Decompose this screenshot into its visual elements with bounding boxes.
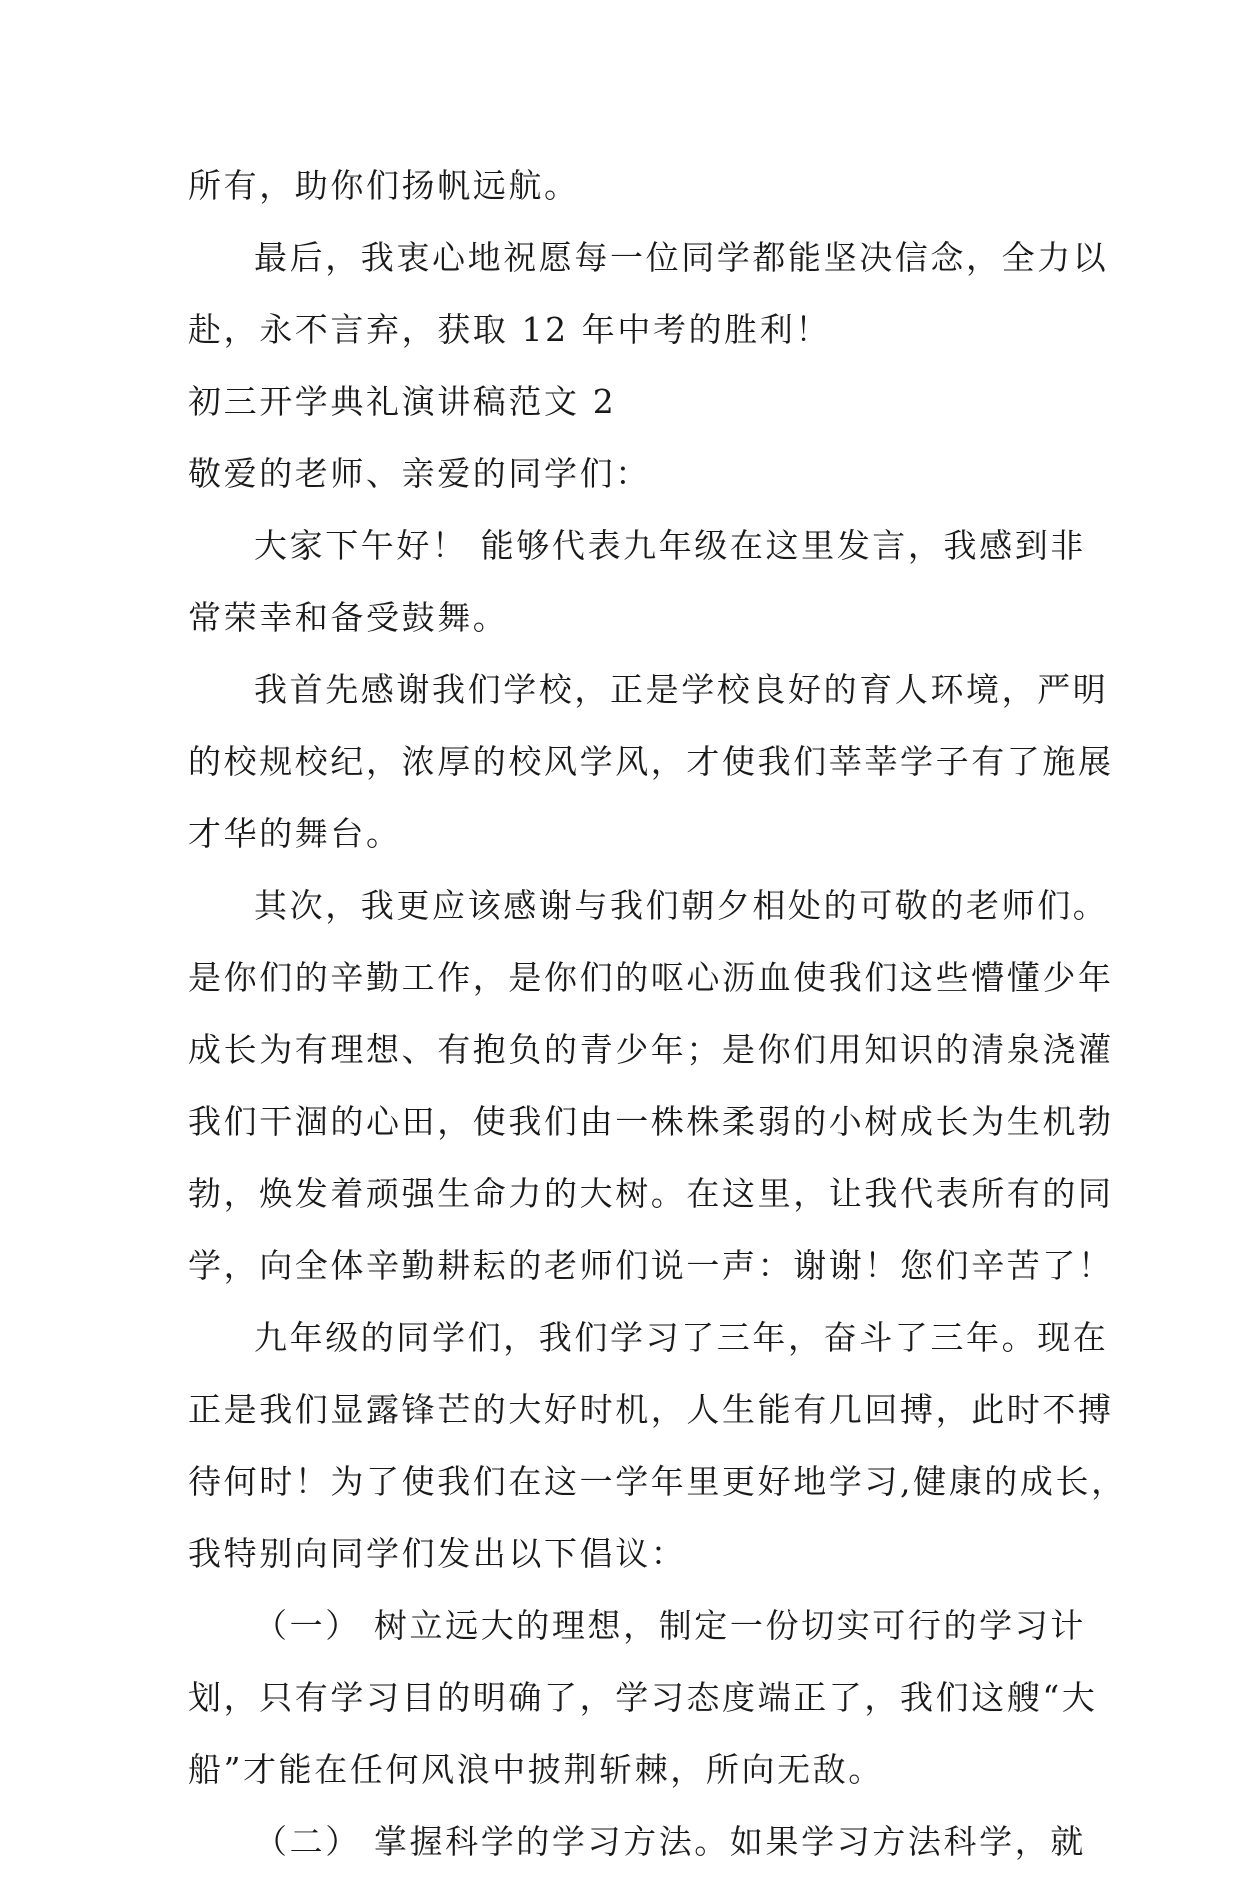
paragraph-line: 大家下午好！ 能够代表九年级在这里发言，我感到非 <box>254 526 1086 565</box>
list-item-line: （一） 树立远大的理想，制定一份切实可行的学习计 <box>254 1606 1086 1645</box>
paragraph-line: 九年级的同学们，我们学习了三年，奋斗了三年。现在 <box>254 1318 1109 1357</box>
paragraph-line: 赴，永不言弃，获取 12 年中考的胜利！ <box>188 310 831 349</box>
paragraph-line: 船”才能在任何风浪中披荆斩棘，所向无敌。 <box>188 1750 884 1789</box>
section-heading: 初三开学典礼演讲稿范文 2 <box>188 382 617 421</box>
paragraph-line: 才华的舞台。 <box>188 814 402 853</box>
paragraph-line: 我首先感谢我们学校，正是学校良好的育人环境，严明 <box>254 670 1109 709</box>
paragraph-line: 待何时！为了使我们在这一学年里更好地学习,健康的成长， <box>188 1462 1127 1501</box>
paragraph-line: 其次，我更应该感谢与我们朝夕相处的可敬的老师们。 <box>254 886 1109 925</box>
paragraph-line: 划，只有学习目的明确了，学习态度端正了，我们这艘“大 <box>188 1678 1098 1717</box>
list-item-line: （二） 掌握科学的学习方法。如果学习方法科学，就 <box>254 1822 1086 1861</box>
paragraph-line: 我们干涸的心田，使我们由一株株柔弱的小树成长为生机勃 <box>188 1102 1114 1141</box>
salutation: 敬爱的老师、亲爱的同学们： <box>188 454 651 493</box>
paragraph-line: 我特别向同学们发出以下倡议： <box>188 1534 687 1573</box>
paragraph-line: 所有，助你们扬帆远航。 <box>188 166 580 205</box>
paragraph-line: 常荣幸和备受鼓舞。 <box>188 598 509 637</box>
paragraph-line: 学，向全体辛勤耕耘的老师们说一声：谢谢！您们辛苦了！ <box>188 1246 1114 1285</box>
paragraph-line: 成长为有理想、有抱负的青少年；是你们用知识的清泉浇灌 <box>188 1030 1114 1069</box>
paragraph-line: 正是我们显露锋芒的大好时机，人生能有几回搏，此时不搏 <box>188 1390 1114 1429</box>
document-page <box>188 150 1127 1878</box>
paragraph-line: 是你们的辛勤工作，是你们的呕心沥血使我们这些懵懂少年 <box>188 958 1114 997</box>
paragraph-line: 最后，我衷心地祝愿每一位同学都能坚决信念，全力以 <box>254 238 1109 277</box>
paragraph-line: 勃，焕发着顽强生命力的大树。在这里，让我代表所有的同 <box>188 1174 1114 1213</box>
paragraph-line: 的校规校纪，浓厚的校风学风，才使我们莘莘学子有了施展 <box>188 742 1114 781</box>
